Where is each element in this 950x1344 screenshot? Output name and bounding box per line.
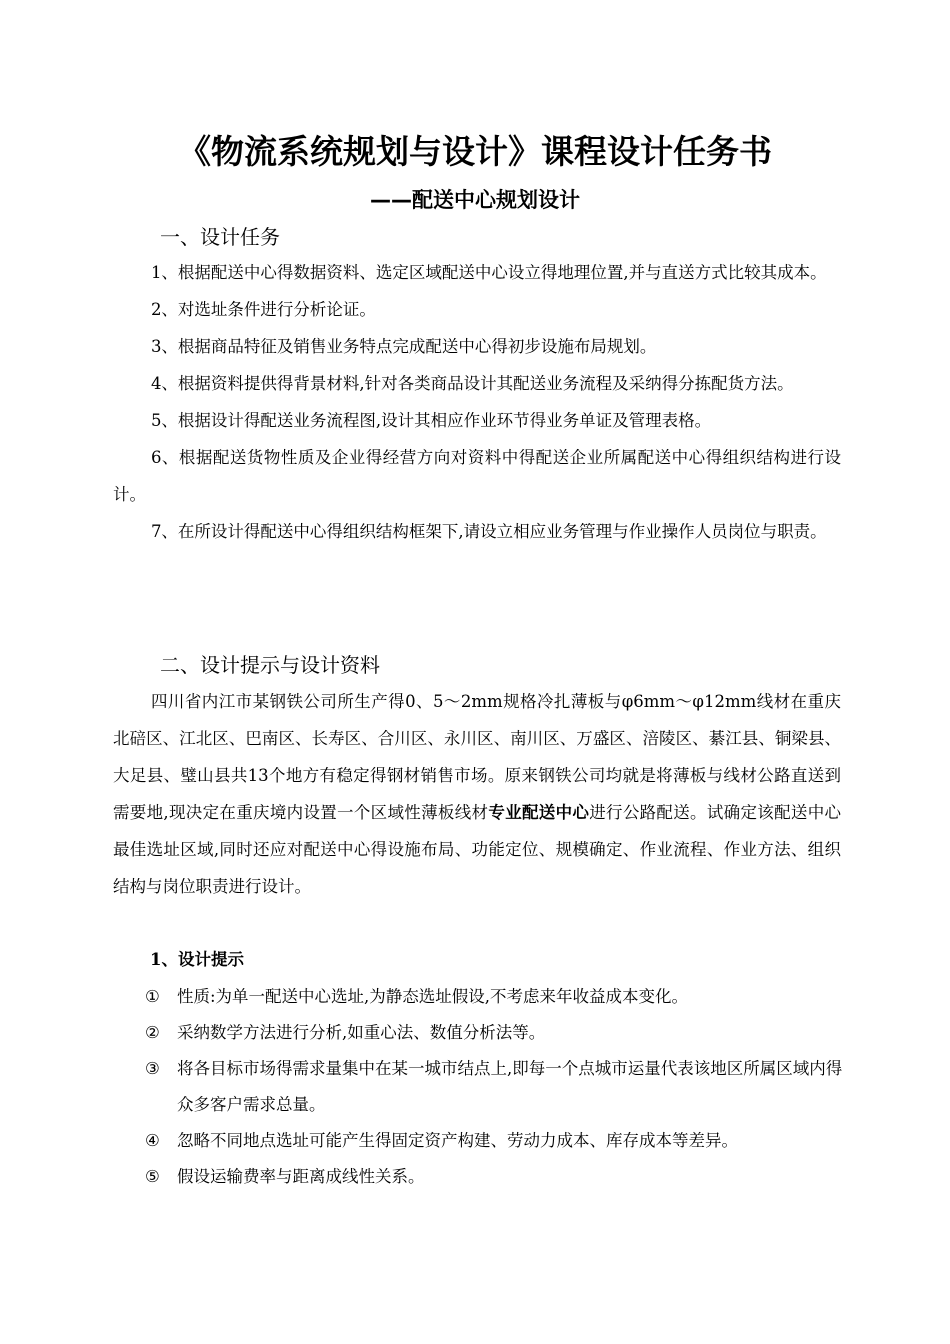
task-item: 6、根据配送货物性质及企业得经营方向对资料中得配送企业所属配送中心得组织结构进行设计。 (113, 448, 841, 504)
task-item: 5、根据设计得配送业务流程图,设计其相应作业环节得业务单证及管理表格。 (150, 411, 712, 430)
hint-number: ④ (145, 1131, 160, 1150)
document-title: 《物流系统规划与设计》课程设计任务书 (178, 132, 772, 171)
hint-text: 忽略不同地点选址可能产生得固定资产构建、劳动力成本、库存成本等差异。 (177, 1131, 738, 1150)
section-heading-design-tasks: 一、设计任务 (160, 225, 280, 249)
hint-text: 采纳数学方法进行分析,如重心法、数值分析法等。 (177, 1023, 546, 1042)
section-heading-design-hints: 二、设计提示与设计资料 (160, 653, 380, 677)
background-text-part1: 四川省内江市某钢铁公司所生产得0、5～2mm规格冷扎薄板与φ6mm～φ12mm线材在重庆北碚区、江北区、巴南区、长寿区、合川区、永川区、南川区、万盛区、涪陵区、綦江县、铜梁县、大足县、璧山县共13个地方有稳定得钢材销售市场。原来钢铁公司均就是将薄板与线材公路直送到需要地,现决定在重庆境内设置一个区域性薄板线材 (113, 692, 841, 822)
hint-item (145, 1015, 845, 1051)
background-text (113, 683, 841, 905)
hint-item (145, 1123, 845, 1159)
background-paragraph (113, 683, 841, 905)
task-item: 7、在所设计得配送中心得组织结构框架下,请设立相应业务管理与作业操作人员岗位与职责。 (150, 522, 827, 541)
task-item: 3、根据商品特征及销售业务特点完成配送中心得初步设施布局规划。 (150, 337, 657, 356)
task-item: 1、根据配送中心得数据资料、选定区域配送中心设立得地理位置,并与直送方式比较其成本。 (150, 263, 827, 282)
hint-item (145, 1051, 845, 1123)
hint-item (145, 979, 845, 1015)
hint-text: 将各目标市场得需求量集中在某一城市结点上,即每一个点城市运量代表该地区所属区域内得众多客户需求总量。 (177, 1059, 843, 1114)
hint-list (145, 979, 845, 1195)
hint-item (145, 1159, 845, 1195)
hint-number: ② (145, 1023, 160, 1042)
background-text-bold: 专业配送中心 (488, 803, 590, 822)
task-item: 2、对选址条件进行分析论证。 (150, 300, 376, 319)
hint-number: ⑤ (145, 1167, 160, 1186)
hint-number: ③ (145, 1059, 160, 1078)
hint-text: 性质:为单一配送中心选址,为静态选址假设,不考虑来年收益成本变化。 (177, 987, 689, 1006)
hint-text: 假设运输费率与距离成线性关系。 (177, 1167, 425, 1186)
background-text-part2: 进行公路配送。试确定该配送中心最佳选址区域,同时还应对配送中心得设施布局、功能定位、规模确定、作业流程、作业方法、组织结构与岗位职责进行设计。 (113, 803, 842, 896)
hint-number: ① (145, 987, 160, 1006)
task-item: 4、根据资料提供得背景材料,针对各类商品设计其配送业务流程及采纳得分拣配货方法。 (150, 374, 794, 393)
document-subtitle: ——配送中心规划设计 (370, 188, 580, 212)
design-task-list (113, 254, 841, 550)
sub-heading-design-hints: 1、设计提示 (150, 950, 244, 969)
